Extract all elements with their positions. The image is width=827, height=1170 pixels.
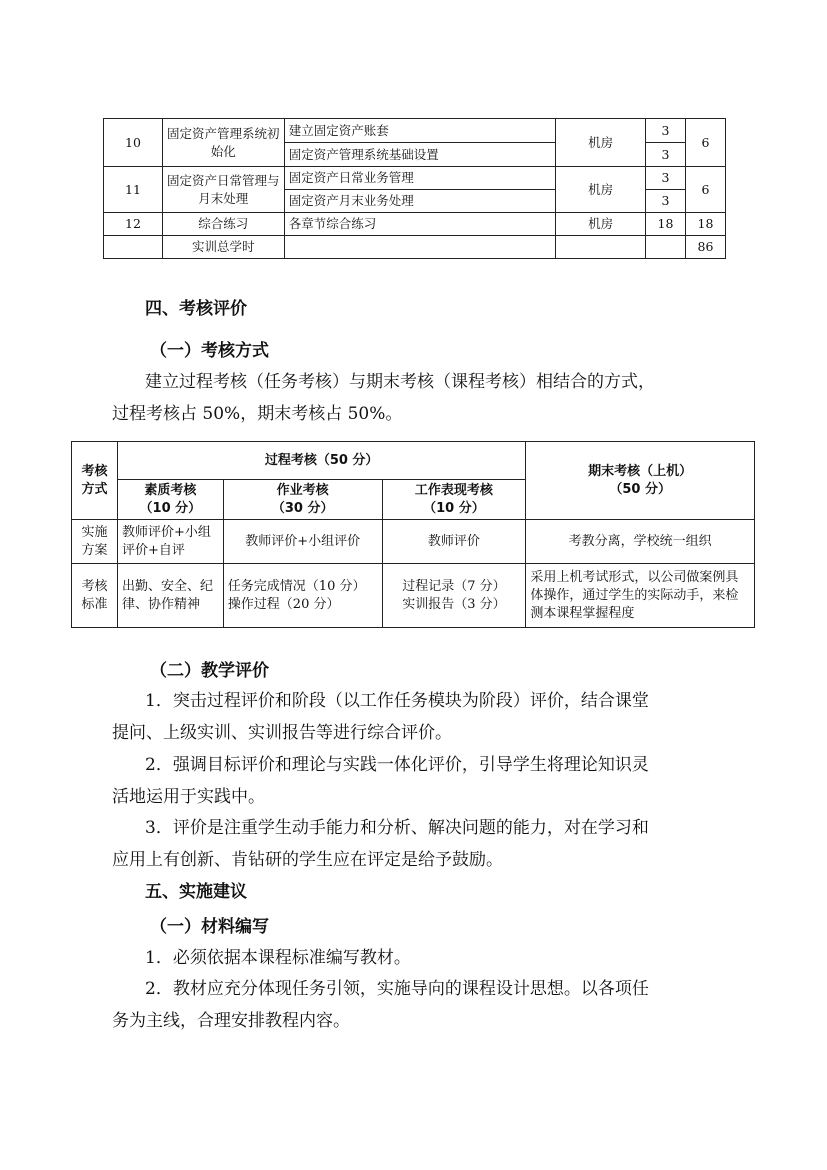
subsection-material-writing: （一）材料编写 (150, 917, 269, 937)
training-hours-table (103, 118, 726, 259)
col-header-homework (223, 480, 382, 520)
item-name: 固定资产管理系统基础设置 (284, 143, 555, 167)
paragraph-line: 3．评价是注重学生动手能力和分析、解决问题的能力，对在学习和 (145, 818, 649, 838)
section-4-title: 四、考核评价 (145, 299, 247, 319)
row-no: 12 (104, 213, 163, 236)
hours: 3 (646, 119, 686, 143)
col-header-quality (117, 480, 223, 520)
assessment-table (71, 441, 755, 628)
paragraph-line: 1．必须依据本课程标准编写教材。 (145, 948, 411, 968)
place: 机房 (556, 213, 646, 236)
final-header-score: （50 分） (609, 481, 671, 497)
col-name: 工作表现考核 (414, 482, 493, 498)
place: 机房 (556, 119, 646, 167)
row-label-plan: 实施方案 (72, 520, 118, 564)
hours: 3 (646, 167, 686, 190)
empty-cell (104, 236, 163, 259)
empty-cell (284, 236, 555, 259)
item-name: 固定资产日常业务管理 (284, 167, 555, 190)
paragraph-line: 应用上有创新、肯钻研的学生应在评定是给予鼓励。 (112, 850, 503, 870)
empty-cell (556, 236, 646, 259)
standard-line: 过程记录（7 分） (402, 578, 506, 594)
plan-quality: 教师评价+小组评价+自评 (117, 520, 223, 564)
module-name: 固定资产管理系统初始化 (162, 119, 284, 167)
item-name: 建立固定资产账套 (284, 119, 555, 143)
corner-header: 考核方式 (72, 442, 118, 520)
standard-performance (382, 564, 526, 628)
subsection-assessment-method: （一）考核方式 (150, 341, 269, 361)
plan-homework: 教师评价+小组评价 (223, 520, 382, 564)
paragraph-line: 1．突击过程评价和阶段（以工作任务模块为阶段）评价，结合课堂 (145, 691, 649, 711)
standard-final: 采用上机考试形式，以公司做案例具体操作，通过学生的实际动手，来检测本课程掌握程度 (526, 564, 755, 628)
col-name: 素质考核 (144, 482, 197, 498)
col-score: （30 分） (271, 500, 334, 516)
empty-cell (646, 236, 686, 259)
subsection-teaching-evaluation: （二）教学评价 (150, 661, 269, 681)
hours: 18 (646, 213, 686, 236)
final-header-title: 期末考核（上机） (588, 463, 693, 479)
plan-performance: 教师评价 (382, 520, 526, 564)
hours: 3 (646, 143, 686, 167)
col-score: （10 分） (423, 500, 485, 516)
total-hours: 6 (685, 119, 725, 167)
row-no: 10 (104, 119, 163, 167)
standard-line: 任务完成情况（10 分） (227, 578, 366, 594)
plan-final: 考教分离，学校统一组织 (526, 520, 755, 564)
col-score: （10 分） (139, 500, 202, 516)
standard-line: 操作过程（20 分） (227, 596, 340, 612)
module-name: 综合练习 (162, 213, 284, 236)
section-5-title: 五、实施建议 (145, 882, 247, 902)
item-name: 各章节综合练习 (284, 213, 555, 236)
row-label-standard: 考核标准 (72, 564, 118, 628)
row-no: 11 (104, 167, 163, 213)
item-name: 固定资产月末业务处理 (284, 190, 555, 213)
total-hours: 6 (685, 167, 725, 213)
paragraph-line: 提问、上级实训、实训报告等进行综合评价。 (112, 723, 452, 743)
standard-quality: 出勤、安全、纪律、协作精神 (117, 564, 223, 628)
paragraph-line: 2．强调目标评价和理论与实践一体化评价，引导学生将理论知识灵 (145, 755, 649, 775)
final-header (526, 442, 755, 520)
paragraph-line: 建立过程考核（任务考核）与期末考核（课程考核）相结合的方式， (145, 372, 655, 392)
standard-line: 实训报告（3 分） (402, 596, 506, 612)
summary-label: 实训总学时 (162, 236, 284, 259)
total-hours: 18 (685, 213, 725, 236)
paragraph-line: 务为主线，合理安排教程内容。 (112, 1011, 350, 1031)
col-header-performance (382, 480, 526, 520)
col-name: 作业考核 (276, 482, 329, 498)
paragraph-line: 过程考核占 50%，期末考核占 50%。 (112, 404, 403, 424)
summary-total: 86 (685, 236, 725, 259)
standard-homework (223, 564, 382, 628)
hours: 3 (646, 190, 686, 213)
place: 机房 (556, 167, 646, 213)
process-header: 过程考核（50 分） (117, 442, 525, 480)
module-name: 固定资产日常管理与月末处理 (162, 167, 284, 213)
paragraph-line: 2．教材应充分体现任务引领，实施导向的课程设计思想。以各项任 (145, 979, 649, 999)
paragraph-line: 活地运用于实践中。 (112, 787, 265, 807)
